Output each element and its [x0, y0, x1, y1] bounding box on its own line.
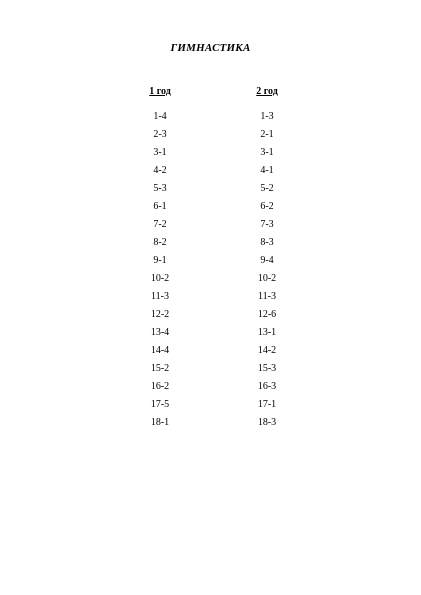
list-item: 5-3 — [153, 183, 167, 194]
list-item: 2-1 — [260, 129, 274, 140]
list-item: 6-2 — [260, 201, 274, 212]
list-item: 12-6 — [257, 309, 277, 320]
list-item: 1-4 — [153, 111, 167, 122]
list-item: 11-3 — [258, 291, 276, 302]
list-item: 14-4 — [150, 345, 170, 356]
list-item: 16-3 — [257, 381, 277, 392]
list-item: 12-2 — [150, 309, 170, 320]
list-item: 18-3 — [257, 417, 277, 428]
list-item: 13-4 — [150, 327, 170, 338]
column-header-year-2: 2 год — [256, 86, 278, 97]
list-item: 11-3 — [151, 291, 169, 302]
list-item: 3-1 — [260, 147, 274, 158]
list-item: 17-5 — [150, 399, 170, 410]
list-item: 7-3 — [260, 219, 274, 230]
list-item: 6-1 — [153, 201, 167, 212]
list-item: 4-1 — [260, 165, 274, 176]
column-header-year-1: 1 год — [149, 86, 171, 97]
list-item: 18-1 — [150, 417, 170, 428]
list-item: 9-1 — [153, 255, 167, 266]
year-1-list — [130, 111, 190, 435]
list-item: 8-2 — [153, 237, 167, 248]
year-2-list — [237, 111, 297, 435]
list-item: 10-2 — [150, 273, 170, 284]
list-item: 7-2 — [153, 219, 167, 230]
list-item: 9-4 — [260, 255, 274, 266]
list-item: 3-1 — [153, 147, 167, 158]
list-item: 15-2 — [150, 363, 170, 374]
list-item: 8-3 — [260, 237, 274, 248]
list-item: 1-3 — [260, 111, 274, 122]
list-item: 13-1 — [257, 327, 277, 338]
list-item: 17-1 — [257, 399, 277, 410]
list-item: 10-2 — [257, 273, 277, 284]
list-item: 15-3 — [257, 363, 277, 374]
list-item: 2-3 — [153, 129, 167, 140]
list-item: 14-2 — [257, 345, 277, 356]
list-item: 4-2 — [153, 165, 167, 176]
list-item: 5-2 — [260, 183, 274, 194]
list-item: 16-2 — [150, 381, 170, 392]
page-title: ГИМНАСТИКА — [170, 42, 251, 54]
